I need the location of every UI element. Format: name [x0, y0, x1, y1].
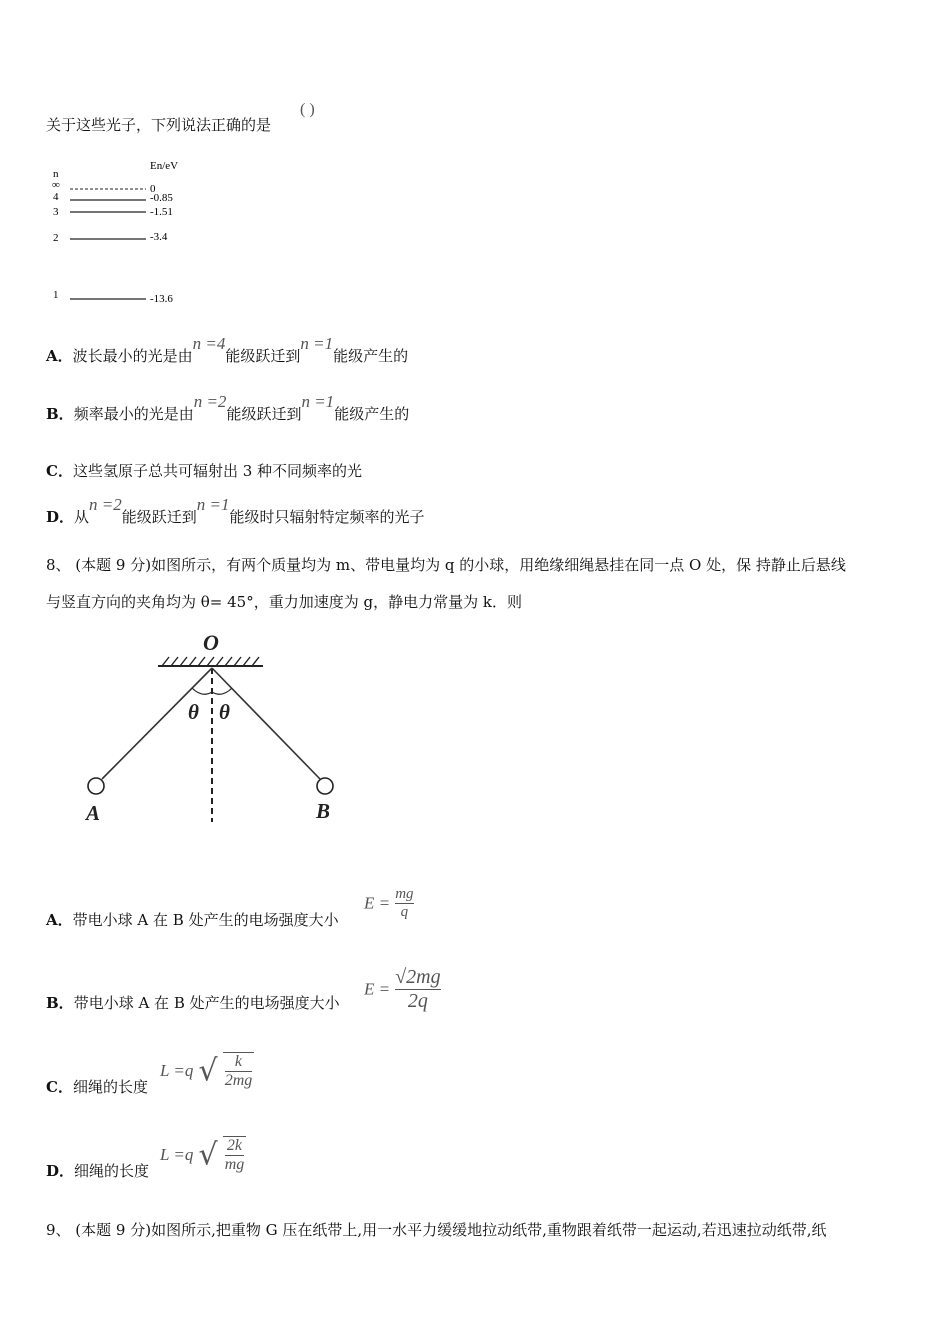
q7-option-d	[46, 495, 425, 527]
q8-option-b-fraction	[395, 966, 440, 1013]
angle-arc-left	[192, 688, 212, 694]
q7-option-d-text3: 能级时只辐射特定频率的光子	[229, 508, 425, 526]
q7-option-a-text1: 波长最小的光是由	[72, 347, 193, 365]
q8-option-c-sqrt-icon: √	[198, 1053, 218, 1089]
q7-option-d-math1: n =2	[89, 495, 122, 514]
level-n-2: 2	[53, 232, 59, 244]
q8-option-c-fraction	[223, 1052, 255, 1090]
q7-option-c-label: C．	[46, 462, 73, 480]
q7-option-b-text1: 频率最小的光是由	[73, 405, 194, 423]
q8-option-d-den: mg	[224, 1156, 245, 1173]
level-n-3: 3	[53, 206, 59, 218]
level-n-4: 4	[53, 191, 59, 203]
q8-option-b-label: B．	[46, 994, 74, 1012]
q8-option-b-formula	[364, 966, 441, 1013]
q7-option-a-text2: 能级跃迁到	[225, 347, 301, 365]
q7-stem-text: 关于这些光子，下列说法正确的是	[46, 116, 272, 134]
q8-option-d-formula	[160, 1136, 246, 1174]
figure-label-o: O	[203, 630, 219, 655]
energy-level-diagram	[46, 155, 206, 315]
q8-option-a-formula	[364, 886, 414, 921]
q8-option-d	[46, 1161, 149, 1181]
level-e-4: -0.85	[150, 192, 173, 204]
q7-stem	[46, 115, 271, 135]
q8-option-d-label: D．	[46, 1162, 75, 1180]
q8-option-a-fraction	[395, 886, 413, 921]
q8-option-a-lhs: E =	[364, 893, 391, 913]
q7-option-c	[46, 461, 362, 481]
q8-option-d-lhs: L =q	[160, 1145, 194, 1164]
q7-option-a	[46, 334, 409, 366]
q7-option-b-text2: 能级跃迁到	[226, 405, 302, 423]
q7-option-a-math1: n =4	[192, 334, 226, 353]
q7-option-b-math1: n =2	[193, 392, 227, 411]
ball-b	[317, 778, 333, 794]
q8-option-a-text: 带电小球 A 在 B 处产生的电场强度大小	[72, 911, 339, 929]
q8-option-b-lhs: E =	[364, 979, 391, 999]
q8-option-c-den: 2mg	[224, 1072, 253, 1089]
q8-option-d-num: 2k	[226, 1137, 243, 1154]
q8-option-c-lhs: L =q	[160, 1061, 194, 1080]
q8-option-a-num: mg	[395, 886, 414, 902]
level-e-inf: 0	[150, 183, 156, 195]
figure-label-b: B	[316, 799, 331, 823]
q8-option-a-den: q	[400, 904, 409, 920]
ceiling-hatch	[162, 657, 259, 666]
q7-option-b-text3: 能级产生的	[334, 405, 410, 423]
q7-option-c-text: 这些氢原子总共可辐射出 3 种不同频率的光	[72, 462, 363, 480]
theta-left-label: θ	[188, 700, 199, 724]
q7-option-a-math2: n =1	[300, 334, 334, 353]
q7-option-b	[46, 392, 410, 424]
theta-right-label: θ	[219, 700, 230, 724]
q7-option-b-label: B．	[46, 405, 74, 423]
level-n-1: 1	[53, 289, 59, 301]
level-e-2: -3.4	[150, 231, 168, 243]
q7-option-d-text2: 能级跃迁到	[121, 508, 197, 526]
level-n-inf: ∞	[52, 179, 60, 191]
q8-option-d-text: 细绳的长度	[74, 1162, 150, 1180]
q8-option-c-label: C．	[46, 1078, 73, 1096]
q7-answer-paren: ( )	[300, 101, 315, 118]
q8-option-d-sqrt-icon: √	[198, 1137, 218, 1173]
q8-option-d-fraction	[223, 1136, 247, 1174]
q8-option-c-formula	[160, 1052, 254, 1090]
q8-option-c-num: k	[234, 1053, 243, 1070]
q8-option-a-label: A．	[46, 911, 73, 929]
q8-option-a	[46, 910, 339, 930]
q7-option-d-label: D．	[46, 508, 75, 526]
diagram-e-header: En/eV	[150, 160, 179, 172]
ball-a	[88, 778, 104, 794]
angle-arc-right	[212, 688, 232, 694]
q8-option-b-num: √2mg	[395, 966, 441, 988]
q8-option-b-den: 2q	[407, 990, 428, 1012]
q8-option-c	[46, 1077, 148, 1097]
diagram-n-header: n	[53, 168, 59, 180]
q9-stem-line1: 9、 (本题 9 分)如图所示,把重物 G 压在纸带上,用一水平力缓缓地拉动纸带,重物跟着纸带一起运动,若迅速拉动纸带,纸	[46, 1221, 827, 1239]
q8-stem-line1: 8、 (本题 9 分)如图所示，有两个质量均为 m、带电量均为 q 的小球，用绝缘细绳悬挂在同一点 O 处，保 持静止后悬线	[46, 556, 846, 574]
q8-option-b-text: 带电小球 A 在 B 处产生的电场强度大小	[73, 994, 340, 1012]
q7-option-a-text3: 能级产生的	[333, 347, 409, 365]
q8-option-b	[46, 993, 340, 1013]
q7-option-d-math2: n =1	[196, 495, 230, 514]
q8-stem-line2: 与竖直方向的夹角均为 θ= 45°，重力加速度为 g，静电力常量为 k．则	[46, 593, 522, 611]
q8-option-c-text: 细绳的长度	[72, 1078, 148, 1096]
q7-option-b-math2: n =1	[301, 392, 335, 411]
q7-option-a-label: A．	[46, 347, 73, 365]
level-e-3: -1.51	[150, 206, 173, 218]
level-e-1: -13.6	[150, 293, 173, 305]
figure-label-a: A	[86, 801, 101, 825]
q7-option-d-text1: 从	[74, 508, 90, 526]
pendulum-figure	[78, 626, 368, 831]
